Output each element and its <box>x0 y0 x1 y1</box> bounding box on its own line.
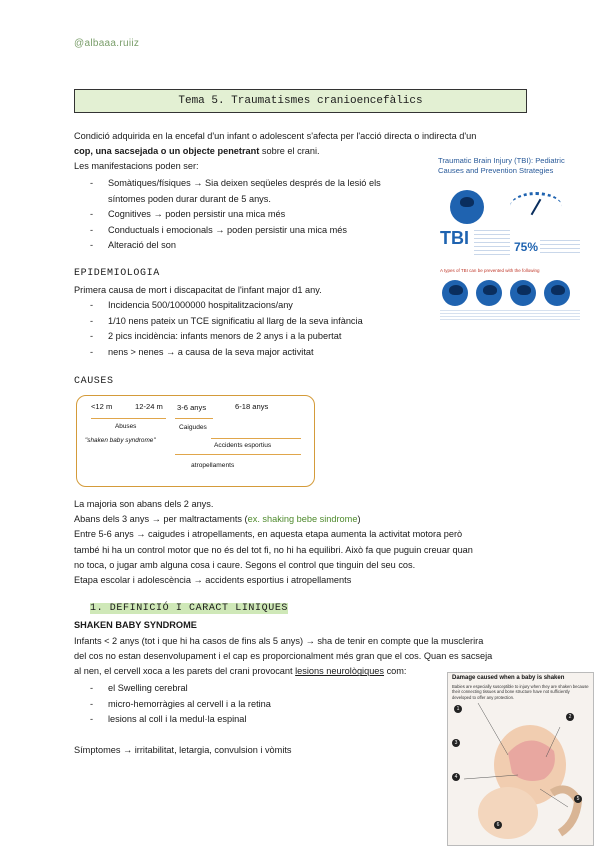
section-1-heading: 1. DEFINICIÓ I CARACT LINIQUES <box>90 603 289 614</box>
list-item: - 1/10 nens pateix un TCE significatiu al llarg de la seva infància <box>90 315 363 326</box>
marker-2: 2 <box>566 713 574 721</box>
list-item: - el Swelling cerebral <box>90 683 188 693</box>
brain-shape <box>508 740 555 781</box>
timeline-bar <box>91 418 166 419</box>
head-icon <box>544 280 570 306</box>
causes-text <box>74 497 534 588</box>
timeline-bar <box>211 438 301 439</box>
list-item: - Cognitives → poden persistir una mica més <box>90 209 286 220</box>
shaken-label: "shaken baby syndrome" <box>85 437 156 444</box>
infographic-title: Traumatic Brain Injury (TBI): Pediatric Causes and Prevention Strategies <box>438 156 565 175</box>
text-block <box>440 310 580 322</box>
marker-5: 5 <box>574 795 582 803</box>
head-icon <box>442 280 468 306</box>
causes-p4: Etapa escolar i adolescència → accidents esportius i atropellaments <box>74 575 352 586</box>
causes-p3-line-1: Entre 5-6 anys → caigudes i atropellaments, en aquesta etapa aumenta la activitat motora però <box>74 529 463 540</box>
causes-p2: Abans dels 3 anys → per maltractaments (ex. shaking bebe sindrome) <box>74 514 361 525</box>
shaken-baby-heading: SHAKEN BABY SYNDROME <box>74 620 197 630</box>
list-item: - Incidencia 500/1000000 hospitalitzacions/any <box>90 300 293 310</box>
marker-4: 4 <box>452 773 460 781</box>
watermark: @albaaa.ruiiz <box>74 38 140 49</box>
figure-text: Babies are especially susceptible to injury when they are shaken because their connecting tissues and bone structure have not sufficiently developed to offer any protection. <box>452 684 589 700</box>
shaken-baby-figure <box>447 672 594 846</box>
marker-6: 6 <box>494 821 502 829</box>
causes-p3-line-3: no toca, o jugar amb alguna cosa i caure. Segons el control que tinguin del seu cos. <box>74 559 416 570</box>
head-icon <box>510 280 536 306</box>
text-block <box>540 240 580 256</box>
causes-heading: CAUSES <box>74 376 114 387</box>
page-title: Tema 5. Traumatismes cranioencefàlics <box>74 89 527 113</box>
baby-head-illustration <box>448 673 593 845</box>
figure-title: Damage caused when a baby is shaken <box>452 675 565 681</box>
timeline-bar <box>175 454 301 455</box>
marker-1: 1 <box>454 705 462 713</box>
infographic-caption: A types of TBI can be prevented with the following <box>440 268 540 273</box>
falls-label: Caigudes <box>179 424 207 431</box>
list-item: - Alteració del son <box>90 240 176 251</box>
causes-diagram <box>76 395 315 487</box>
brain-head-icon <box>450 190 484 224</box>
tbi-label: TBI <box>440 228 469 248</box>
age-label: 12-24 m <box>135 402 163 411</box>
causes-p1: La majoria son abans dels 2 anys. <box>74 499 214 509</box>
age-label: 6-18 anys <box>235 402 269 411</box>
marker-3: 3 <box>452 739 460 747</box>
list-item: - Somàtiques/físiques → Sia deixen seqüeles després de la lesió els síntomes poden durar durant de 5 anys. <box>90 178 381 204</box>
causes-p3-line-2: també hi ha un control motor que no és del tot fi, no hi ha equilibri. Això fa que puguin creuar quan <box>74 544 473 555</box>
manifestations-list <box>90 176 430 254</box>
abuse-label: Abuses <box>115 423 137 430</box>
run-over-label: atropellaments <box>191 462 235 469</box>
symptoms-text: Símptomes → irritabilitat, letargia, convulsion i vòmits <box>74 745 292 755</box>
baby-body <box>478 787 538 839</box>
tbi-infographic <box>430 152 588 327</box>
percent-value: 75% <box>514 240 539 254</box>
intro-line-1: Condició adquirida en la encefal d'un infant o adolescent s'afecta per l'acció directa o indirecta d'un <box>74 131 477 141</box>
section-1-line-3: al nen, el cervell xoca a les parets del crani provocant lesions neurològiques com: <box>74 666 407 677</box>
intro-line-3: Les manifestacions poden ser: <box>74 161 199 172</box>
list-item: - lesions al coll i la medul·la espinal <box>90 714 247 725</box>
timeline-bar <box>175 418 213 419</box>
epidemiology-heading: EPIDEMIOLOGIA <box>74 268 160 279</box>
sports-label: Accidents esportius <box>214 442 272 449</box>
list-item: - Conductuals i emocionals → poden persistir una mica més <box>90 224 347 235</box>
section-1-line-2: del cos no estan desenvolupament i el cap es proporcionalment més gran que el cos. Quan es sacseja <box>74 651 493 662</box>
age-label: <12 m <box>91 402 113 411</box>
list-item: - 2 pics incidència: infants menors de 2 anys i a la pubertat <box>90 331 342 342</box>
list-item: - micro-hemorràgies al cervell i a la retina <box>90 698 271 709</box>
section-1-line-1: Infants < 2 anys (tot i que hi ha casos de fins als 5 anys) → sha de tenir en compte que la musclerira <box>74 636 484 646</box>
list-item: - nens > nenes → a causa de la seva major activitat <box>90 346 314 357</box>
intro-line-2: cop, una sacsejada o un objecte penetrant sobre el crani. <box>74 146 320 157</box>
epidemiology-list <box>90 298 410 360</box>
lesions-list <box>90 681 390 728</box>
head-icon <box>476 280 502 306</box>
age-label: 3-6 anys <box>177 403 207 412</box>
epidemiology-text: Primera causa de mort i discapacitat de l'infant major d1 any. <box>74 285 322 295</box>
text-block <box>474 230 510 256</box>
